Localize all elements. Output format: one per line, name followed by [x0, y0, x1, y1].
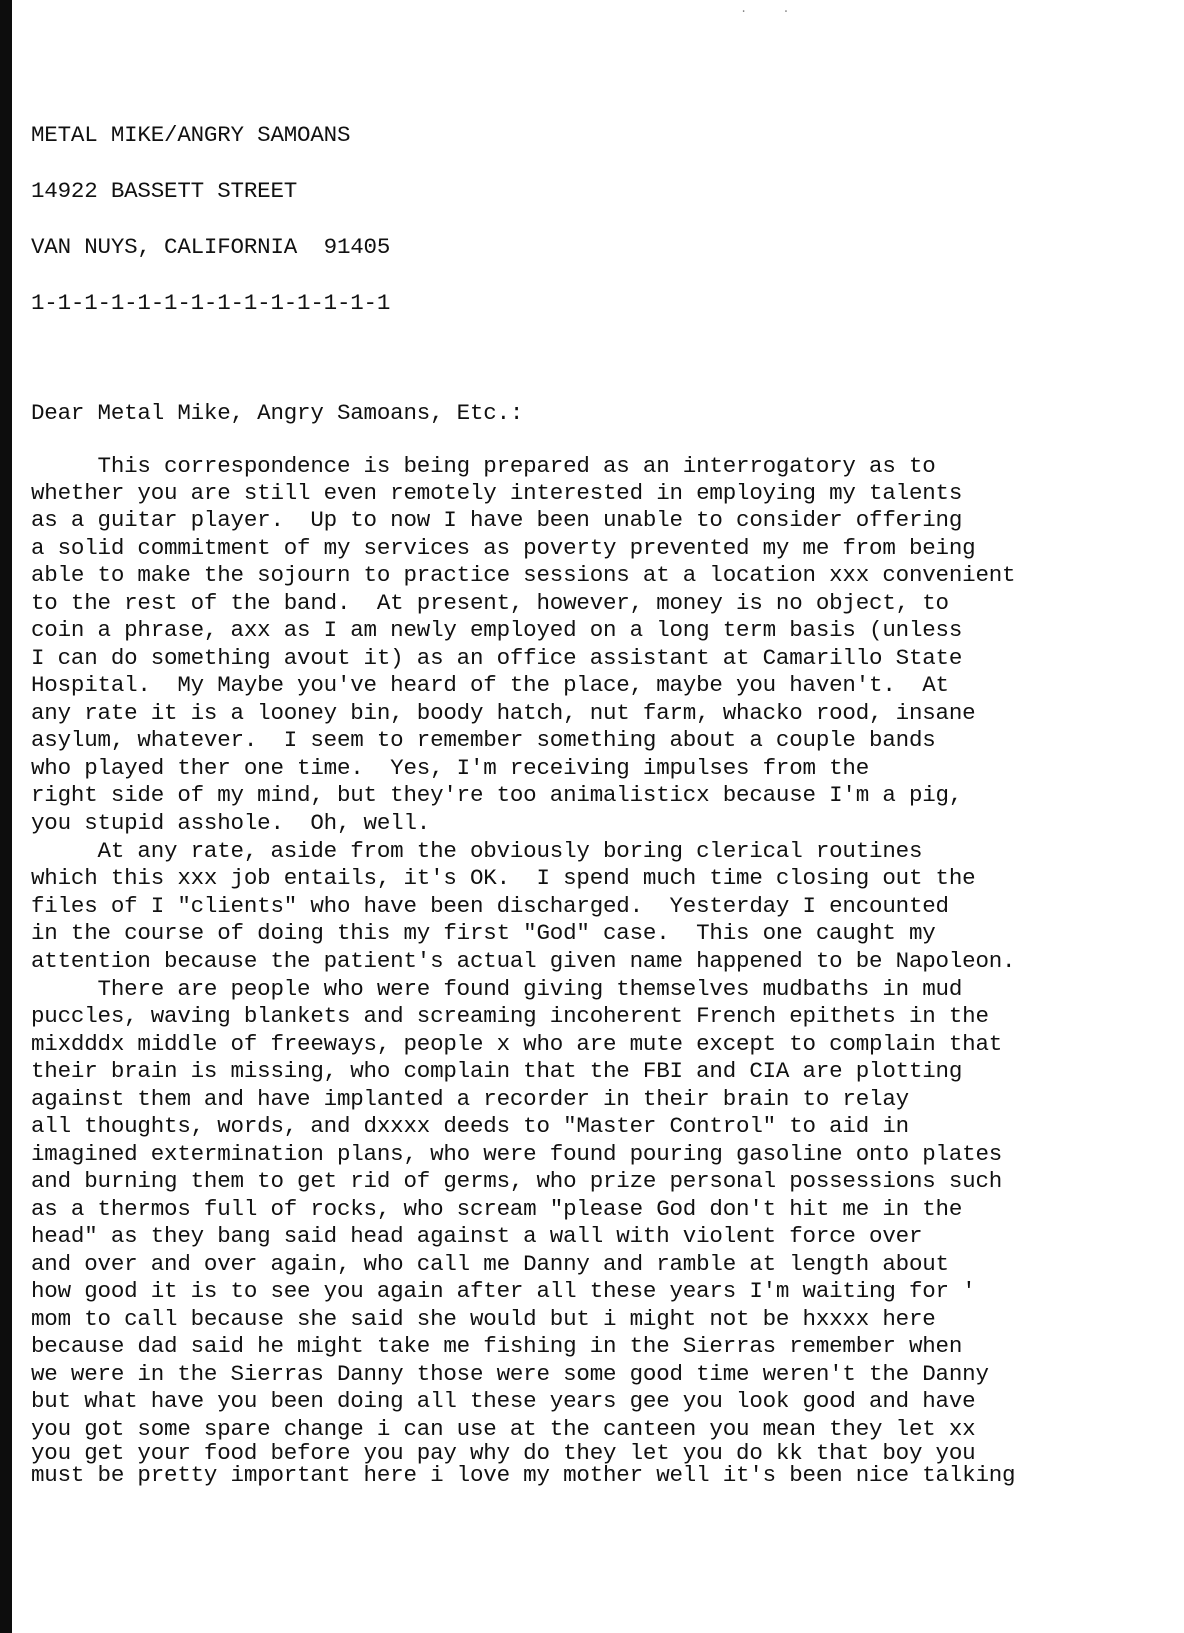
- body-line: imagined extermination plans, who were found pouring gasoline onto plates: [31, 1141, 1003, 1167]
- body-line: any rate it is a looney bin, boody hatch, nut farm, whacko rood, insane: [31, 700, 976, 726]
- body-line: I can do something avout it) as an office assistant at Camarillo State: [31, 645, 963, 671]
- body-line: which this xxx job entails, it's OK. I spend much time closing out the: [31, 865, 976, 891]
- body-line: and over and over again, who call me Danny and ramble at length about: [31, 1251, 949, 1277]
- body-line: attention because the patient's actual given name happened to be Napoleon.: [31, 948, 1016, 974]
- header-phone-line: 1-1-1-1-1-1-1-1-1-1-1-1-1-1: [31, 290, 391, 316]
- body-line: all thoughts, words, and dxxxx deeds to "Master Control" to aid in: [31, 1113, 909, 1139]
- header-name-line: METAL MIKE/ANGRY SAMOANS: [31, 122, 351, 148]
- body-line: right side of my mind, but they're too animalisticx because I'm a pig,: [31, 782, 963, 808]
- body-line: you get your food before you pay why do they let you do kk that boy you: [31, 1440, 976, 1466]
- body-line: mixdddx middle of freeways, people x who are mute except to complain that: [31, 1031, 1003, 1057]
- header-street-line: 14922 BASSETT STREET: [31, 178, 298, 204]
- body-line: There are people who were found giving themselves mudbaths in mud: [31, 976, 963, 1002]
- body-line: This correspondence is being prepared as an interrogatory as to: [31, 453, 936, 479]
- body-line: puccles, waving blankets and screaming incoherent French epithets in the: [31, 1003, 989, 1029]
- body-line: we were in the Sierras Danny those were some good time weren't the Danny: [31, 1361, 989, 1387]
- body-line: head" as they bang said head against a wall with violent force over: [31, 1223, 923, 1249]
- page-left-edge: [0, 0, 12, 1633]
- salutation: Dear Metal Mike, Angry Samoans, Etc.:: [31, 400, 524, 426]
- body-line: mom to call because she said she would but i might not be hxxxx here: [31, 1306, 936, 1332]
- body-line: but what have you been doing all these years gee you look good and have: [31, 1388, 976, 1414]
- body-line: At any rate, aside from the obviously boring clerical routines: [31, 838, 923, 864]
- letter-page: [31, 0, 1151, 1633]
- body-line: Hospital. My Maybe you've heard of the place, maybe you haven't. At: [31, 672, 949, 698]
- body-line: you stupid asshole. Oh, well.: [31, 810, 431, 836]
- body-line: able to make the sojourn to practice sessions at a location xxx convenient: [31, 562, 1016, 588]
- body-line: to the rest of the band. At present, however, money is no object, to: [31, 590, 949, 616]
- body-line: coin a phrase, axx as I am newly employed on a long term basis (unless: [31, 617, 963, 643]
- body-line: as a guitar player. Up to now I have been unable to consider offering: [31, 507, 963, 533]
- body-line: in the course of doing this my first "God" case. This one caught my: [31, 920, 936, 946]
- body-line: against them and have implanted a recorder in their brain to relay: [31, 1086, 909, 1112]
- body-line: as a thermos full of rocks, who scream "please God don't hit me in the: [31, 1196, 963, 1222]
- body-line: and burning them to get rid of germs, who prize personal possessions such: [31, 1168, 1003, 1194]
- body-line: a solid commitment of my services as poverty prevented my me from being: [31, 535, 976, 561]
- body-line: how good it is to see you again after all these years I'm waiting for ': [31, 1278, 976, 1304]
- body-line: files of I "clients" who have been discharged. Yesterday I encounted: [31, 893, 949, 919]
- body-line: their brain is missing, who complain that the FBI and CIA are plotting: [31, 1058, 963, 1084]
- body-line: asylum, whatever. I seem to remember something about a couple bands: [31, 727, 936, 753]
- body-line: you got some spare change i can use at the canteen you mean they let xx: [31, 1416, 976, 1442]
- scan-specks: . .: [740, 2, 804, 16]
- header-city-line: VAN NUYS, CALIFORNIA 91405: [31, 234, 391, 260]
- body-line: must be pretty important here i love my mother well it's been nice talking: [31, 1462, 1016, 1488]
- body-line: whether you are still even remotely interested in employing my talents: [31, 480, 963, 506]
- body-line: because dad said he might take me fishing in the Sierras remember when: [31, 1333, 963, 1359]
- body-line: who played ther one time. Yes, I'm receiving impulses from the: [31, 755, 870, 781]
